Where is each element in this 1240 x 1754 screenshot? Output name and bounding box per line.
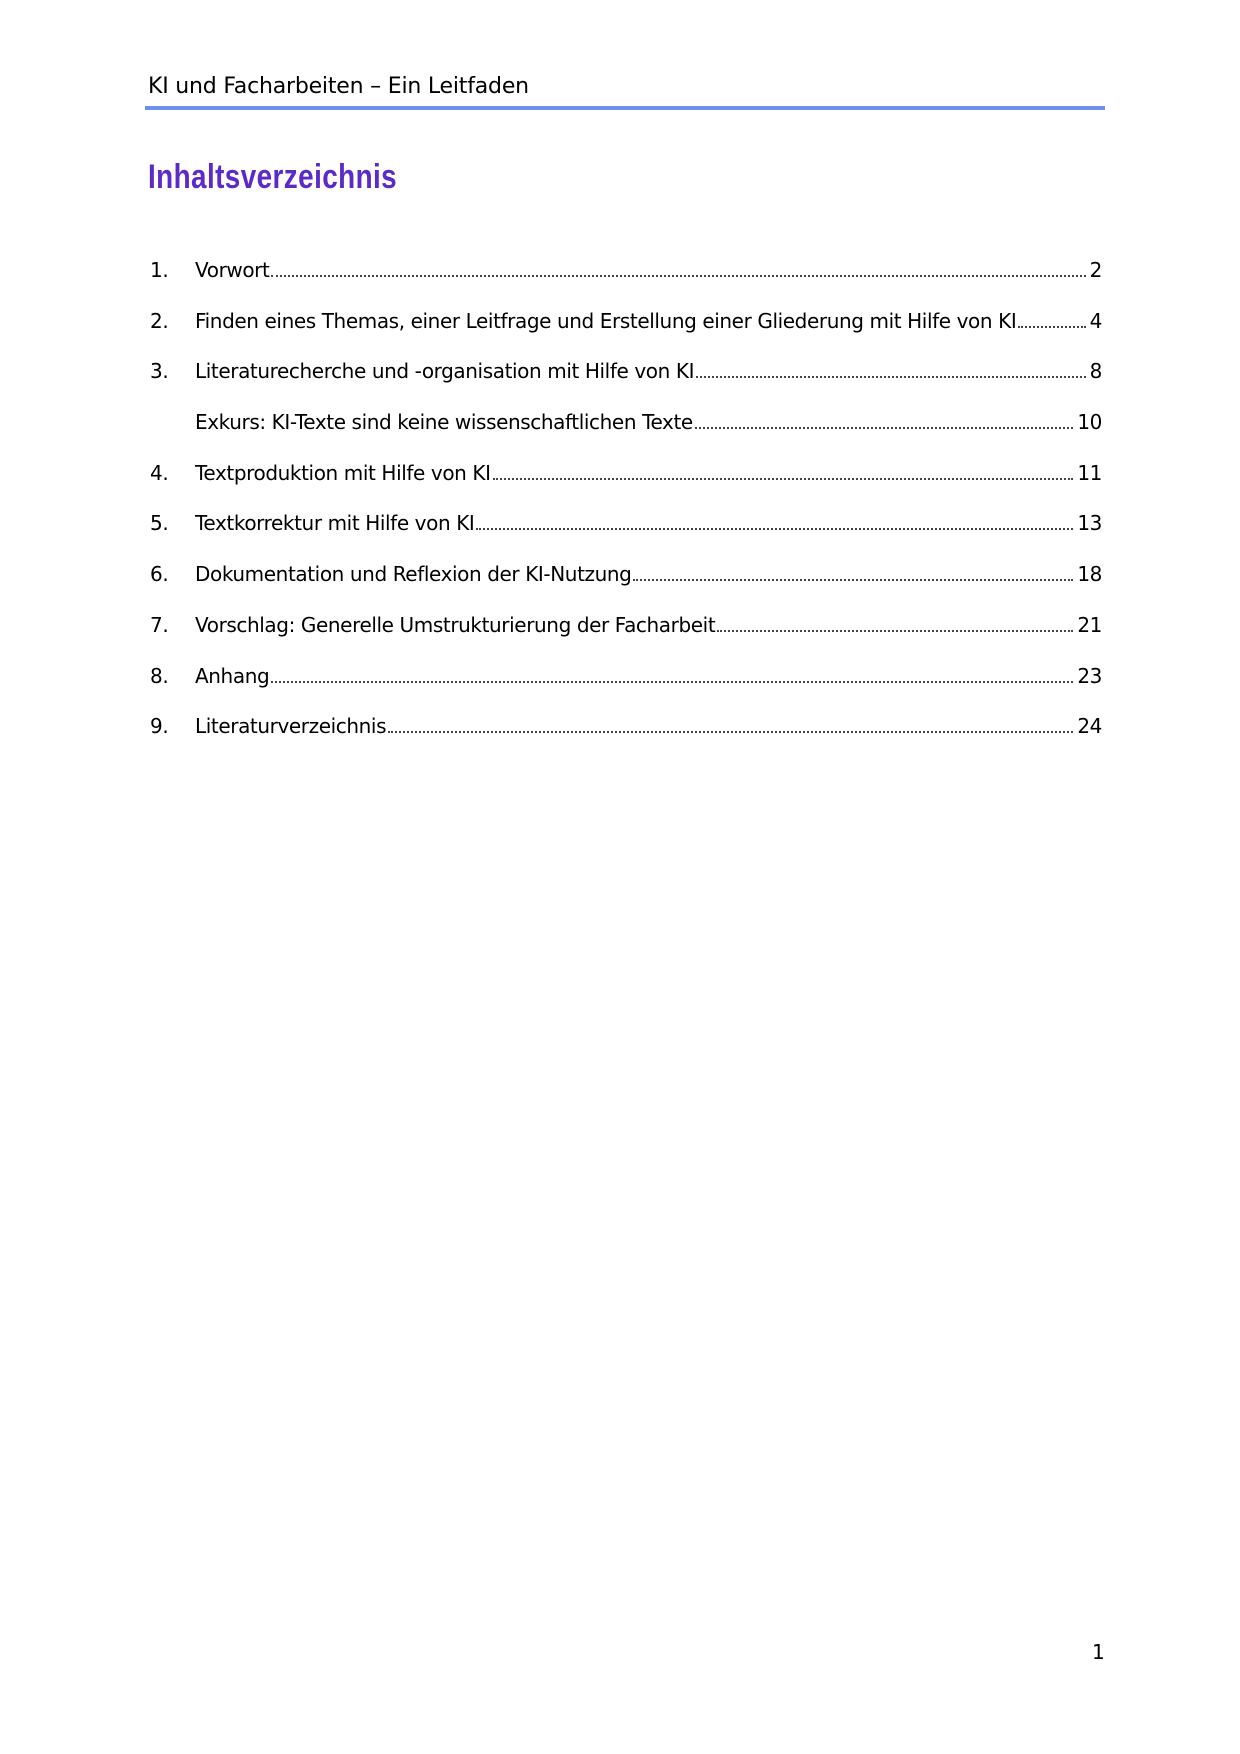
toc-leader-dots [695,427,1074,429]
toc-entry[interactable] [150,613,1102,664]
toc-leader-dots [717,630,1073,632]
toc-entry[interactable] [150,410,1102,461]
toc-entry-title: Dokumentation und Reflexion der KI-Nutzung [195,562,632,587]
toc-entry-number: 3. [150,359,169,384]
toc-entry-number: 2. [150,308,169,333]
toc-entry[interactable] [150,309,1102,360]
toc-leader-dots [271,275,1085,277]
toc-entry-page: 23 [1077,663,1102,688]
toc-entry[interactable] [150,461,1102,512]
running-header: KI und Facharbeiten – Ein Leitfaden [148,74,529,99]
toc-entry-title: Vorschlag: Generelle Umstrukturierung der Facharbeit [195,612,716,637]
toc-leader-dots [271,681,1073,683]
toc-entry-page: 21 [1077,612,1102,637]
toc-entry-number: 6. [150,562,169,587]
toc-leader-dots [696,376,1086,378]
toc-entry-title: Vorwort [195,258,270,282]
toc-entry-title: Textproduktion mit Hilfe von KI [195,460,491,485]
toc-entry-title: Literaturecherche und -organisation mit Hilfe von KI [195,359,695,384]
toc-entry[interactable] [150,664,1102,715]
toc-leader-dots [388,731,1073,733]
toc-leader-dots [1018,326,1085,328]
toc-leader-dots [493,478,1074,480]
toc-entry-page: 4 [1089,308,1102,333]
toc-leader-dots [476,528,1073,530]
toc-entry[interactable] [150,258,1102,309]
toc-entry-title: Anhang [195,663,270,688]
toc-entry-title: Finden eines Themas, einer Leitfrage und Erstellung einer Gliederung mit Hilfe von KI [195,308,1017,333]
toc-entry-number: 1. [150,258,169,282]
toc-entry[interactable] [150,714,1102,765]
toc-entry-title: Exkurs: KI-Texte sind keine wissenschaftlichen Texte [195,410,693,435]
page-number: 1 [1092,1640,1105,1664]
toc-entry-page: 10 [1077,410,1102,435]
toc-entry-number: 4. [150,460,169,485]
toc-entry-page: 13 [1077,511,1102,536]
toc-entry-page: 18 [1077,562,1102,587]
toc-heading: Inhaltsverzeichnis [148,158,398,196]
table-of-contents [150,258,1102,765]
toc-entry[interactable] [150,359,1102,410]
toc-entry[interactable] [150,511,1102,562]
toc-entry-number: 9. [150,714,169,739]
toc-entry-page: 2 [1089,258,1102,282]
toc-entry[interactable] [150,562,1102,613]
toc-entry-title: Textkorrektur mit Hilfe von KI [195,511,475,536]
toc-entry-number: 5. [150,511,169,536]
toc-entry-page: 24 [1077,714,1102,739]
toc-leader-dots [633,579,1073,581]
toc-entry-page: 11 [1077,460,1102,485]
toc-entry-number: 7. [150,612,169,637]
toc-entry-title: Literaturverzeichnis [195,714,387,739]
toc-entry-number: 8. [150,663,169,688]
toc-entry-page: 8 [1089,359,1102,384]
header-rule [145,106,1105,110]
